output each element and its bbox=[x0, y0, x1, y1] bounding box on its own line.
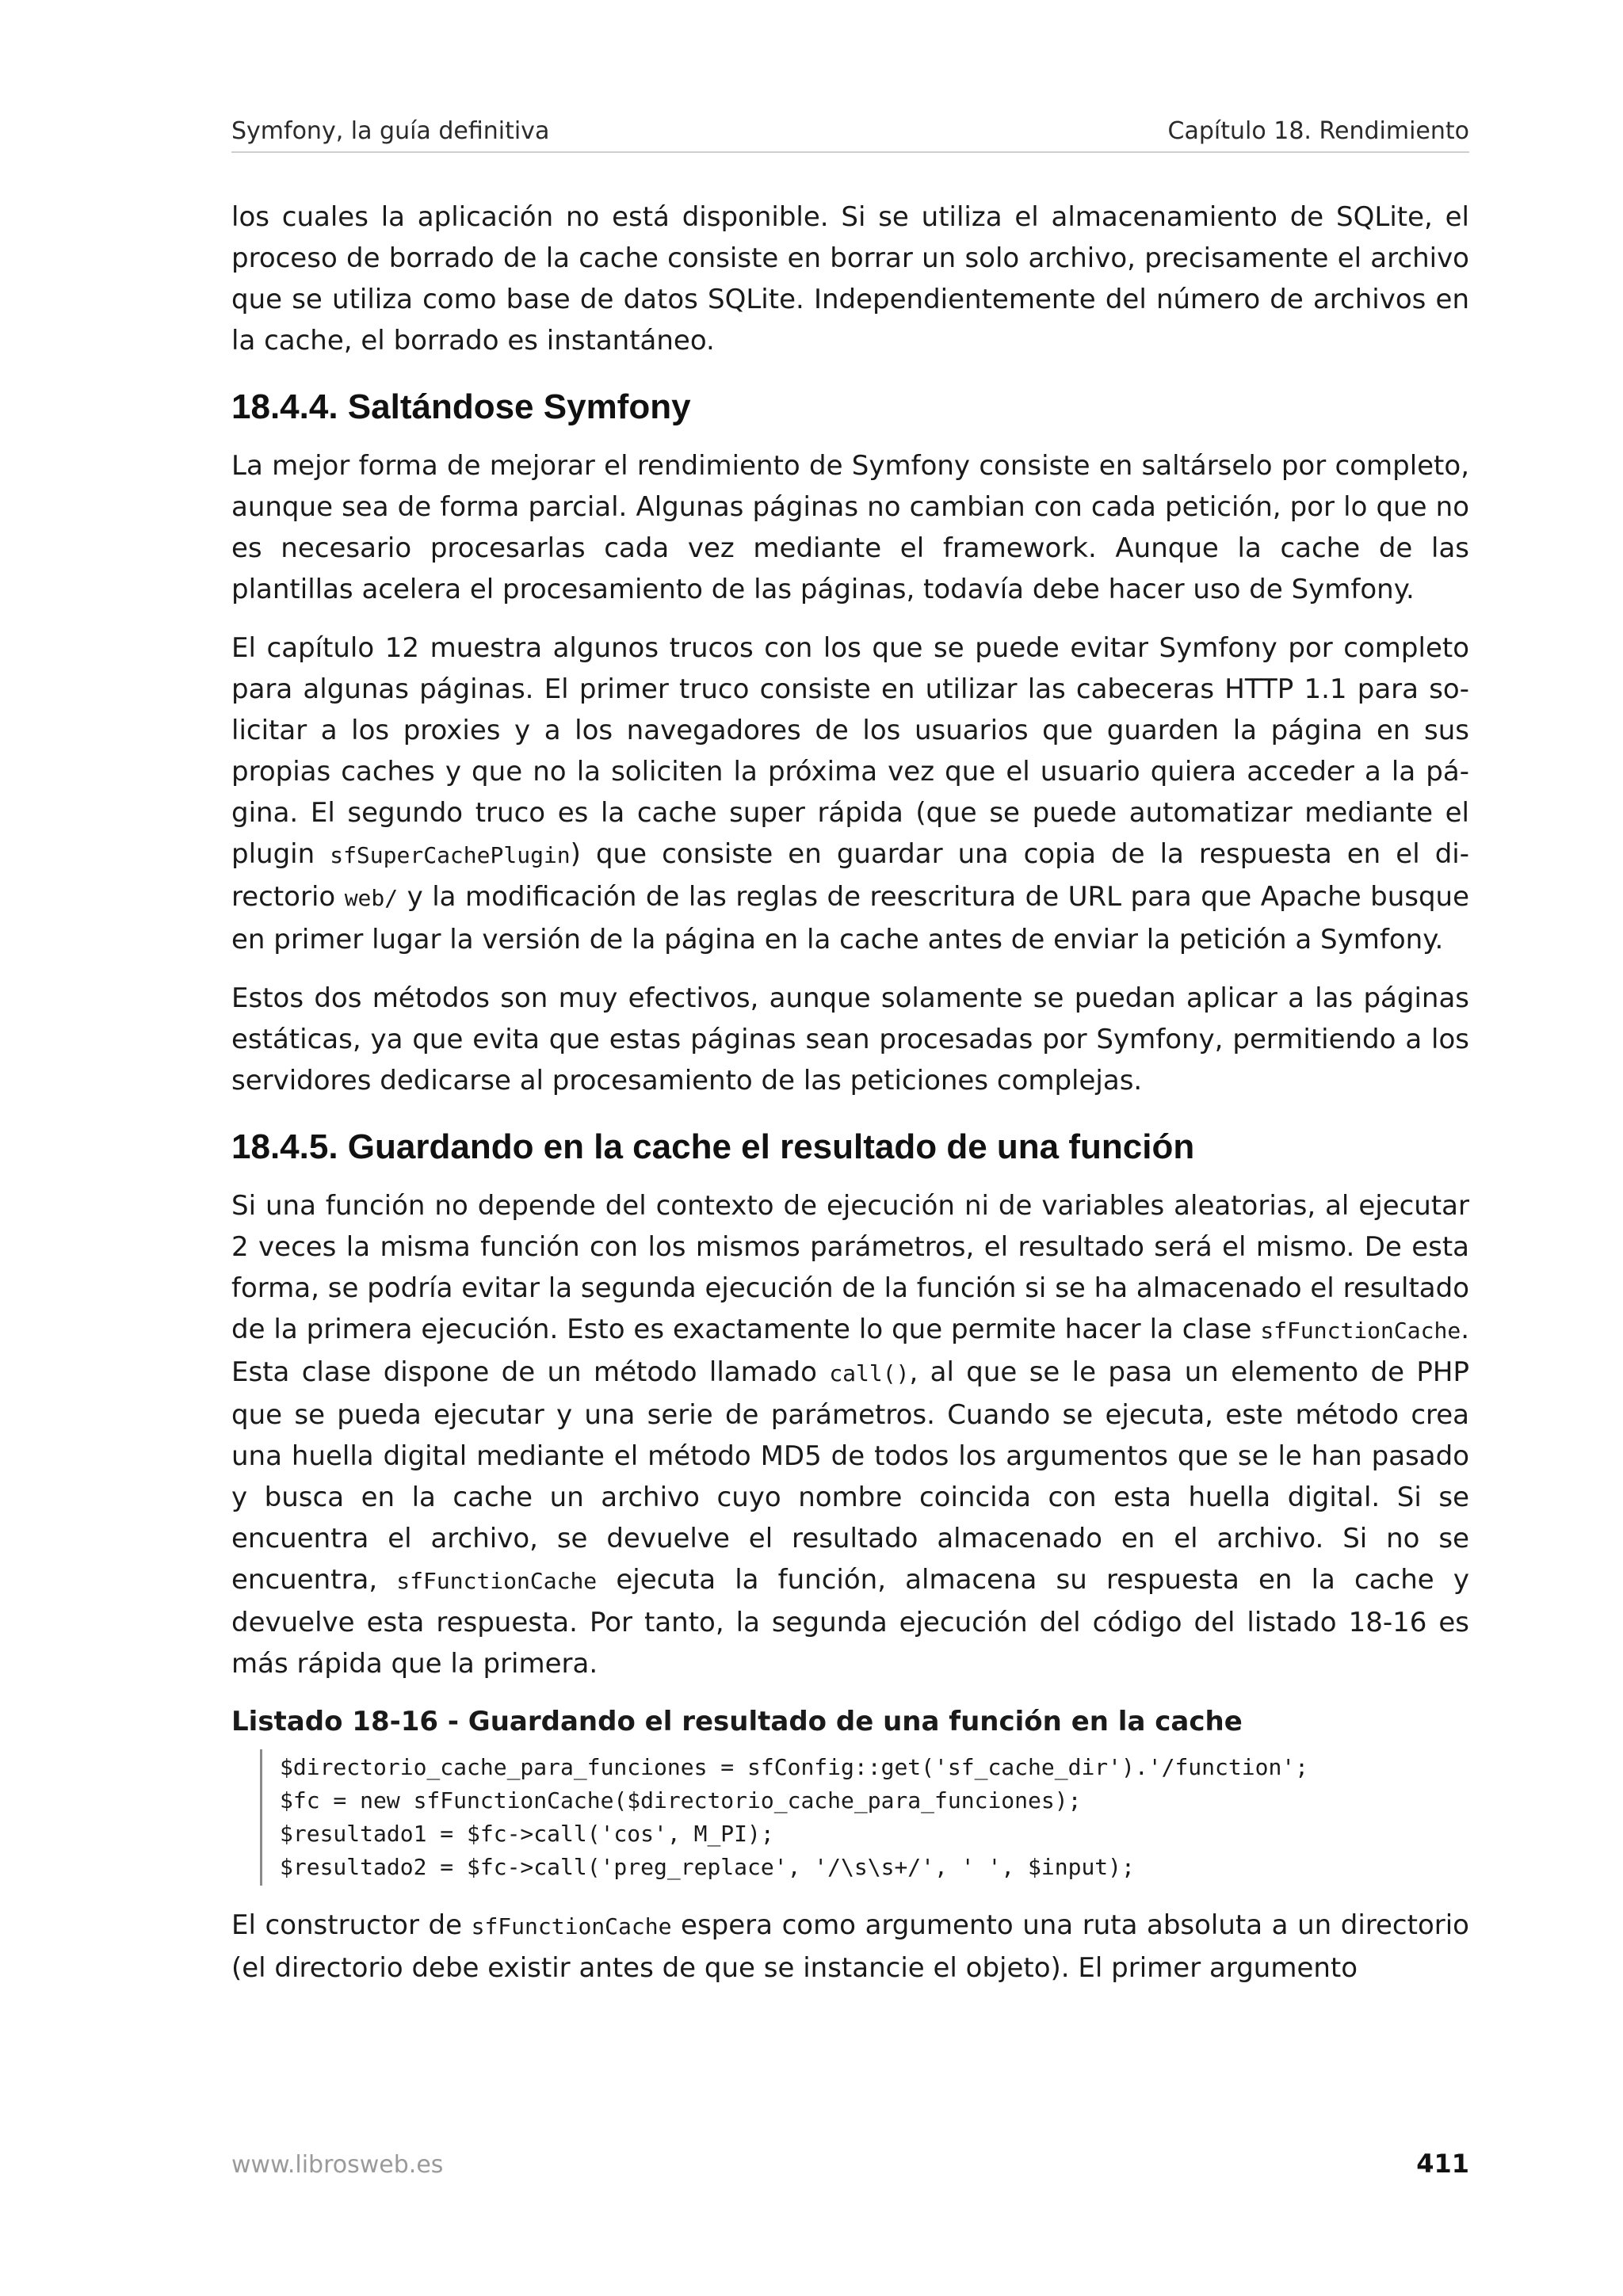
code-line: $resultado2 = $fc->call('preg_replace', '/\s\s+/', ' ', $input); bbox=[280, 1854, 1135, 1880]
inline-code: call() bbox=[829, 1360, 910, 1386]
listing-title: Listado 18-16 - Guardando el resultado de una función en la cache bbox=[231, 1706, 1243, 1737]
inline-code: sfFunctionCache bbox=[471, 1913, 672, 1939]
inline-code: sfFunctionCache bbox=[396, 1568, 598, 1594]
inline-code: sfFunctionCache bbox=[1260, 1318, 1461, 1344]
section-heading-18-4-5: 18.4.5. Guardando en la cache el resultado de una función bbox=[231, 1127, 1195, 1166]
paragraph-sqlite-cache: los cuales la aplicación no está disponible. Si se utiliza el almacenamiento de SQLite, el proceso de borrado de la cache consiste en borrar un solo archivo, precisamente el archivo que se utiliza como base de datos SQLite. Independientemente del número de archivos en la cache, el borrado es instantáneo. bbox=[231, 201, 1469, 357]
paragraph-chapter-12-tricks: El capítulo 12 muestra algunos trucos con los que se puede evitar Symfony por completo para algunas páginas. El primer truco consiste en utilizar las cabeceras HTTP 1.1 para solicitar a los proxies y a los navegadores de los usuarios que guarden la página en sus propias caches y que no la soliciten la próxima vez que el usuario quiera acceder a la página. El segundo truco es la cache super rápida (que se puede automatizar mediante el plugin sfSuperCachePlugin) que consiste en guardar una copia de la respuesta en el directorio web/ y la modificación de las reglas de reescritura de URL para que Apache busque en primer lugar la versión de la página en la cache antes de enviar la petición a Symfony. bbox=[231, 632, 1470, 955]
page-header bbox=[231, 117, 1469, 153]
code-line: $resultado1 = $fc->call('cos', M_PI); bbox=[280, 1821, 774, 1847]
paragraph-constructor: El constructor de sfFunctionCache espera como argumento una ruta absoluta a un directorio (el directorio debe existir antes de que se instancie el objeto). El primer argumento bbox=[231, 1909, 1469, 1984]
book-title: Symfony, la guía definitiva bbox=[231, 117, 550, 145]
inline-code: sfSuperCachePlugin bbox=[330, 842, 571, 868]
paragraph-function-cache: Si una función no depende del contexto de ejecución ni de variables aleatorias, al ejecutar 2 veces la misma función con los mismos parámetros, el resultado será el mismo. De esta forma, se podría evitar la segunda ejecución de la función si se ha almacenado el resultado de la primera ejecución. Esto es exactamente lo que permite hacer la clase sfFunctionCache. Esta clase dispone de un método llamado call(), al que se le pasa un elemento de PHP que se pueda ejecutar y una serie de parámetros. Cuando se ejecuta, este método crea una huella digital mediante el método MD5 de todos los argumentos que se le han pasado y busca en la cache un archivo cuyo nombre coincida con esta huella digital. Si se encuentra el archivo, se devuelve el resultado almacenado en el archivo. Si no se encuentra, sfFunctionCache ejecuta la función, almacena su respuesta en la cache y devuelve esta respuesta. Por tanto, la segunda ejecución del código del listado 18-16 es más rápida que la primera. bbox=[231, 1190, 1469, 1680]
code-line: $directorio_cache_para_funciones = sfConfig::get('sf_cache_dir').'/function'; bbox=[280, 1754, 1309, 1780]
paragraph-skip-symfony: La mejor forma de mejorar el rendimiento de Symfony consiste en saltárselo por completo, aunque sea de forma parcial. Algunas páginas no cambian con cada petición, por lo que no es necesario procesarlas cada vez mediante el framework. Aunque la cache de las plantillas acelera el procesamiento de las páginas, todavía debe hacer uso de Symfony. bbox=[231, 450, 1469, 605]
section-heading-18-4-4: 18.4.4. Saltándose Symfony bbox=[231, 387, 691, 426]
page-content bbox=[231, 196, 1469, 2006]
page-footer bbox=[231, 2149, 1469, 2179]
paragraph-methods-effective: Estos dos métodos son muy efectivos, aunque solamente se puedan aplicar a las páginas estáticas, ya que evita que estas páginas sean procesadas por Symfony, permitiendo a los servidores dedicarse al procesamiento de las peticiones complejas. bbox=[231, 982, 1469, 1097]
code-listing bbox=[260, 1749, 1469, 1886]
footer-url: www.librosweb.es bbox=[231, 2151, 444, 2179]
code-line: $fc = new sfFunctionCache($directorio_cache_para_funciones); bbox=[280, 1787, 1082, 1814]
page-number: 411 bbox=[1416, 2149, 1469, 2179]
inline-code: web/ bbox=[344, 885, 399, 911]
chapter-title: Capítulo 18. Rendimiento bbox=[1167, 117, 1469, 145]
